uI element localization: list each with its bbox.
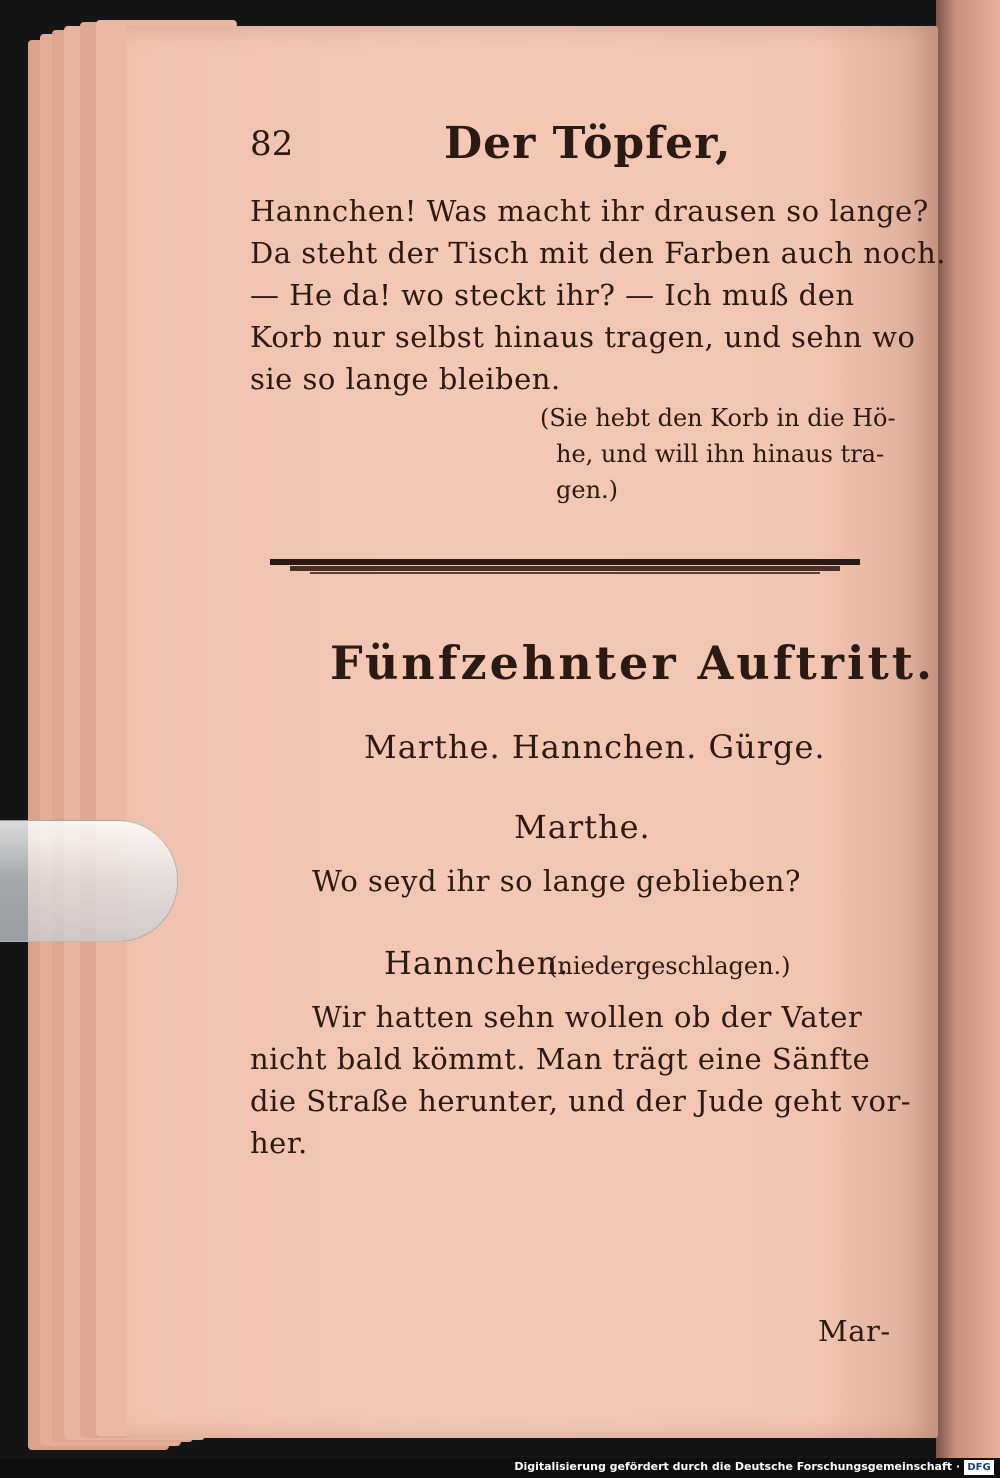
stage-direction-line: (Sie hebt den Korb in die Hö- bbox=[540, 404, 896, 432]
speech-line: nicht bald kömmt. Man trägt eine Sänfte bbox=[250, 1042, 871, 1076]
scene-heading: Fünfzehnter Auftritt. bbox=[330, 636, 935, 690]
speaker-name: Marthe. bbox=[514, 808, 651, 846]
body-line: sie so lange bleiben. bbox=[250, 362, 561, 396]
speech-line: Wo seyd ihr so lange geblieben? bbox=[312, 864, 801, 898]
speech-line: her. bbox=[250, 1126, 308, 1160]
stage-direction-line: gen.) bbox=[556, 476, 619, 504]
cast-list: Marthe. Hannchen. Gürge. bbox=[364, 728, 826, 766]
dfg-logo: DFG bbox=[964, 1460, 994, 1475]
body-line: — He da! wo steckt ihr? — Ich muß den bbox=[250, 278, 855, 312]
body-line: Hannchen! Was macht ihr drausen so lange? bbox=[250, 194, 929, 228]
speech-line: Wir hatten sehn wollen ob der Vater bbox=[312, 1000, 863, 1034]
body-line: Korb nur selbst hinaus tragen, und sehn wo bbox=[250, 320, 916, 354]
page-number: 82 bbox=[250, 124, 294, 164]
catchword: Mar- bbox=[818, 1314, 891, 1348]
footer-bar bbox=[0, 1458, 1000, 1478]
ornamental-rule bbox=[270, 556, 860, 576]
body-line: Da steht der Tisch mit den Farben auch noch. bbox=[250, 236, 947, 270]
stage-direction-line: he, und will ihn hinaus tra- bbox=[556, 440, 885, 468]
footer-credit: Digitalisierung gefördert durch die Deutsche Forschungsgemeinschaft · bbox=[514, 1460, 960, 1473]
speech-line: die Straße herunter, und der Jude geht vor- bbox=[250, 1084, 912, 1118]
running-head: Der Töpfer, bbox=[444, 118, 732, 169]
stage-direction: (niedergeschlagen.) bbox=[548, 952, 791, 980]
speaker-name: Hannchen. bbox=[384, 944, 570, 982]
facing-page bbox=[936, 0, 1000, 1458]
plastic-bookmark bbox=[0, 820, 178, 942]
